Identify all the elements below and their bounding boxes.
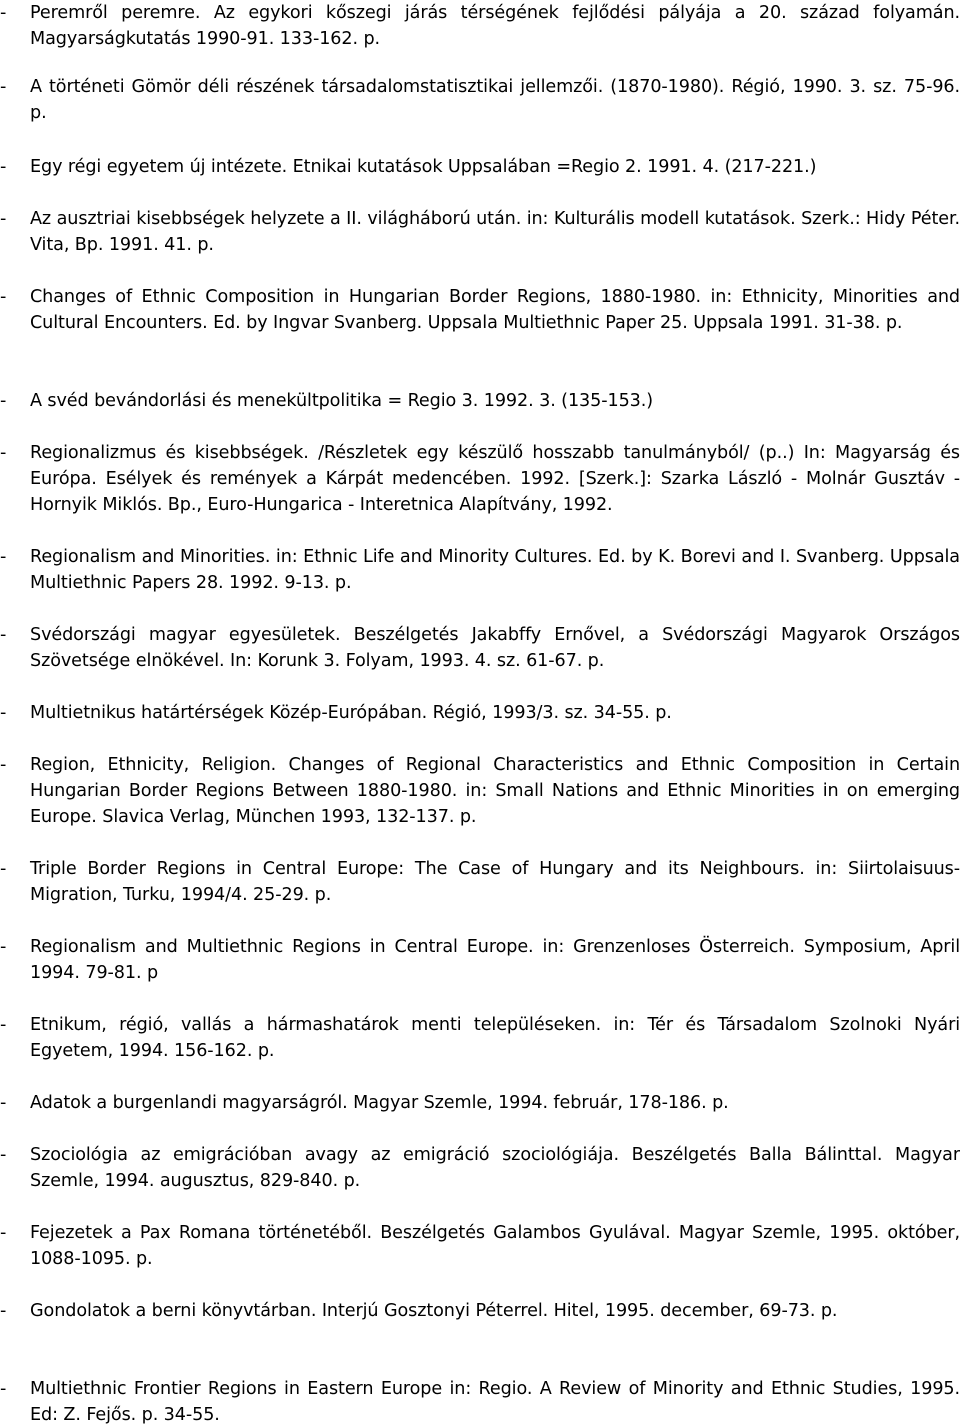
list-dash: - <box>0 755 7 775</box>
bibliography-entry <box>0 752 960 830</box>
entry-text: Az ausztriai kisebbségek helyzete a II. világháború után. in: Kulturális modell kutatások. Szerk.: Hidy Péter. Vita, Bp. 1991. 41. p. <box>30 209 960 255</box>
bibliography-entry <box>0 0 960 52</box>
entry-text: Regionalism and Minorities. in: Ethnic Life and Minority Cultures. Ed. by K. Borevi and I. Svanberg. Uppsala Multiethnic Papers 28. 1992. 9-13. p. <box>30 547 960 593</box>
list-dash: - <box>0 77 7 97</box>
bibliography-entry <box>0 440 960 518</box>
bibliography-entry <box>0 1298 960 1324</box>
entry-text: Changes of Ethnic Composition in Hungarian Border Regions, 1880-1980. in: Ethnicity, Minorities and Cultural Encounters. Ed. by Ingvar Svanberg. Uppsala Multiethnic Paper 25. Uppsala 1991. 31-38. p. <box>30 287 960 333</box>
entry-text: Etnikum, régió, vallás a hármashatárok menti településeken. in: Tér és Társadalom Szolnoki Nyári Egyetem, 1994. 156-162. p. <box>30 1015 960 1061</box>
list-dash: - <box>0 3 7 23</box>
bibliography-entry <box>0 154 960 180</box>
entry-text: Regionalism and Multiethnic Regions in Central Europe. in: Grenzenloses Österreich. Symposium, April 1994. 79-81. p <box>30 937 960 983</box>
entry-text: Egy régi egyetem új intézete. Etnikai kutatások Uppsalában =Regio 2. 1991. 4. (217-221.) <box>30 157 817 177</box>
bibliography-entry <box>0 1142 960 1194</box>
list-dash: - <box>0 1093 7 1113</box>
entry-text: Peremről peremre. Az egykori kőszegi járás térségének fejlődési pályája a 20. század folyamán. Magyarságkutatás 1990-91. 133-162. p. <box>30 3 960 49</box>
entry-text: Triple Border Regions in Central Europe: The Case of Hungary and its Neighbours. in: Siirtolaisuus-Migration, Turku, 1994/4. 25-29. p. <box>30 859 960 905</box>
list-dash: - <box>0 157 7 177</box>
bibliography-entry <box>0 74 960 126</box>
list-dash: - <box>0 937 7 957</box>
entry-text: Szociológia az emigrációban avagy az emigráció szociológiája. Beszélgetés Balla Bálinttal. Magyar Szemle, 1994. augusztus, 829-840. p. <box>30 1145 960 1191</box>
entry-text: Adatok a burgenlandi magyarságról. Magyar Szemle, 1994. február, 178-186. p. <box>30 1093 729 1113</box>
entry-text: Fejezetek a Pax Romana történetéből. Beszélgetés Galambos Gyulával. Magyar Szemle, 1995. október, 1088-1095. p. <box>30 1223 960 1269</box>
bibliography-entry <box>0 1090 960 1116</box>
entry-text: Gondolatok a berni könyvtárban. Interjú Gosztonyi Péterrel. Hitel, 1995. december, 69-73. p. <box>30 1301 838 1321</box>
list-dash: - <box>0 209 7 229</box>
bibliography-entry <box>0 700 960 726</box>
bibliography-entry <box>0 206 960 258</box>
list-dash: - <box>0 1223 7 1243</box>
list-dash: - <box>0 443 7 463</box>
entry-text: Regionalizmus és kisebbségek. /Részletek egy készülő hosszabb tanulmányból/ (p..) In: Magyarság és Európa. Esélyek és remények a Kárpát medencében. 1992. [Szerk.]: Szarka László - Molnár Gusztáv - Hornyik Miklós. Bp., Euro-Hungarica - Interetnica Alapítvány, 1992. <box>30 443 960 515</box>
list-dash: - <box>0 287 7 307</box>
bibliography-entry <box>0 1012 960 1064</box>
bibliography-entry <box>0 284 960 336</box>
list-dash: - <box>0 625 7 645</box>
bibliography-entry <box>0 934 960 986</box>
list-dash: - <box>0 859 7 879</box>
list-dash: - <box>0 1301 7 1321</box>
bibliography-entry <box>0 622 960 674</box>
bibliography-entry <box>0 1376 960 1428</box>
bibliography-entry <box>0 856 960 908</box>
entry-text: Region, Ethnicity, Religion. Changes of Regional Characteristics and Ethnic Composition in Certain Hungarian Border Regions Between 1880-1980. in: Small Nations and Ethnic Minorities in on emerging Europe. Slavica Verlag, München 1993, 132-137. p. <box>30 755 960 827</box>
list-dash: - <box>0 391 7 411</box>
bibliography-entry <box>0 388 960 414</box>
entry-text: Multietnikus határtérségek Közép-Európában. Régió, 1993/3. sz. 34-55. p. <box>30 703 672 723</box>
list-dash: - <box>0 1015 7 1035</box>
entry-text: Multiethnic Frontier Regions in Eastern Europe in: Regio. A Review of Minority and Ethnic Studies, 1995. Ed: Z. Fejős. p. 34-55. <box>30 1379 960 1425</box>
list-dash: - <box>0 1379 7 1399</box>
entry-text: Svédországi magyar egyesületek. Beszélgetés Jakabffy Ernővel, a Svédországi Magyarok Országos Szövetsége elnökével. In: Korunk 3. Folyam, 1993. 4. sz. 61-67. p. <box>30 625 960 671</box>
list-dash: - <box>0 703 7 723</box>
list-dash: - <box>0 547 7 567</box>
entry-text: A svéd bevándorlási és menekültpolitika = Regio 3. 1992. 3. (135-153.) <box>30 391 654 411</box>
bibliography-entry <box>0 544 960 596</box>
entry-text: A történeti Gömör déli részének társadalomstatisztikai jellemzői. (1870-1980). Régió, 1990. 3. sz. 75-96. p. <box>30 77 960 123</box>
list-dash: - <box>0 1145 7 1165</box>
bibliography-entry <box>0 1220 960 1272</box>
